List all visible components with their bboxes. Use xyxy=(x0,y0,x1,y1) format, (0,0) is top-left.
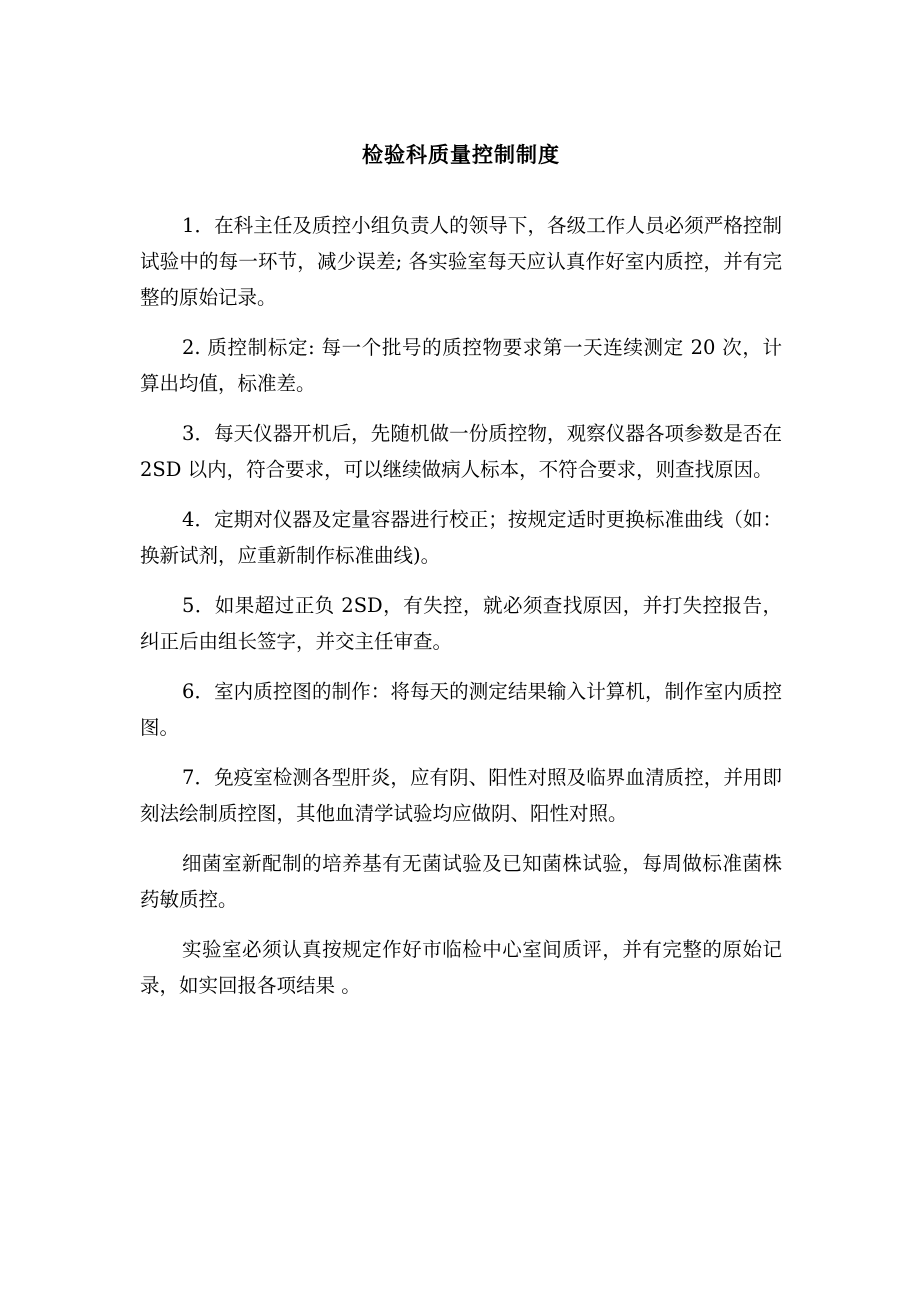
paragraph-4: 4．定期对仪器及定量容器进行校正；按规定适时更换标准曲线（如：换新试剂，应重新制作标准曲线)。 xyxy=(140,508,782,567)
document-title: 检验科质量控制制度 xyxy=(362,143,560,167)
document-body xyxy=(140,208,782,1018)
paragraph-1: 1．在科主任及质控小组负责人的领导下，各级工作人员必须严格控制试验中的每一环节，减少误差; 各实验室每天应认真作好室内质控，并有完整的原始记录。 xyxy=(140,214,782,309)
document-page xyxy=(140,0,782,1302)
paragraph-6: 6．室内质控图的制作：将每天的测定结果输入计算机，制作室内质控图。 xyxy=(140,680,782,739)
paragraph-3: 3．每天仪器开机后，先随机做一份质控物，观察仪器各项参数是否在 2SD 以内，符合要求，可以继续做病人标本，不符合要求，则查找原因。 xyxy=(140,422,782,481)
paragraph-2: 2. 质控制标定: 每一个批号的质控物要求第一天连续测定 20 次，计算出均值，标准差。 xyxy=(140,336,782,395)
paragraph-8: 细菌室新配制的培养基有无菌试验及已知菌株试验，每周做标准菌株药敏质控。 xyxy=(140,852,782,911)
paragraph-9: 实验室必须认真按规定作好市临检中心室间质评，并有完整的原始记录，如实回报各项结果 。 xyxy=(140,938,782,997)
paragraph-5: 5．如果超过正负 2SD，有失控，就必须查找原因，并打失控报告，纠正后由组长签字，并交主任审查。 xyxy=(140,594,782,653)
paragraph-7: 7．免疫室检测各型肝炎，应有阴、阳性对照及临界血清质控，并用即刻法绘制质控图，其他血清学试验均应做阴、阳性对照。 xyxy=(140,766,782,825)
